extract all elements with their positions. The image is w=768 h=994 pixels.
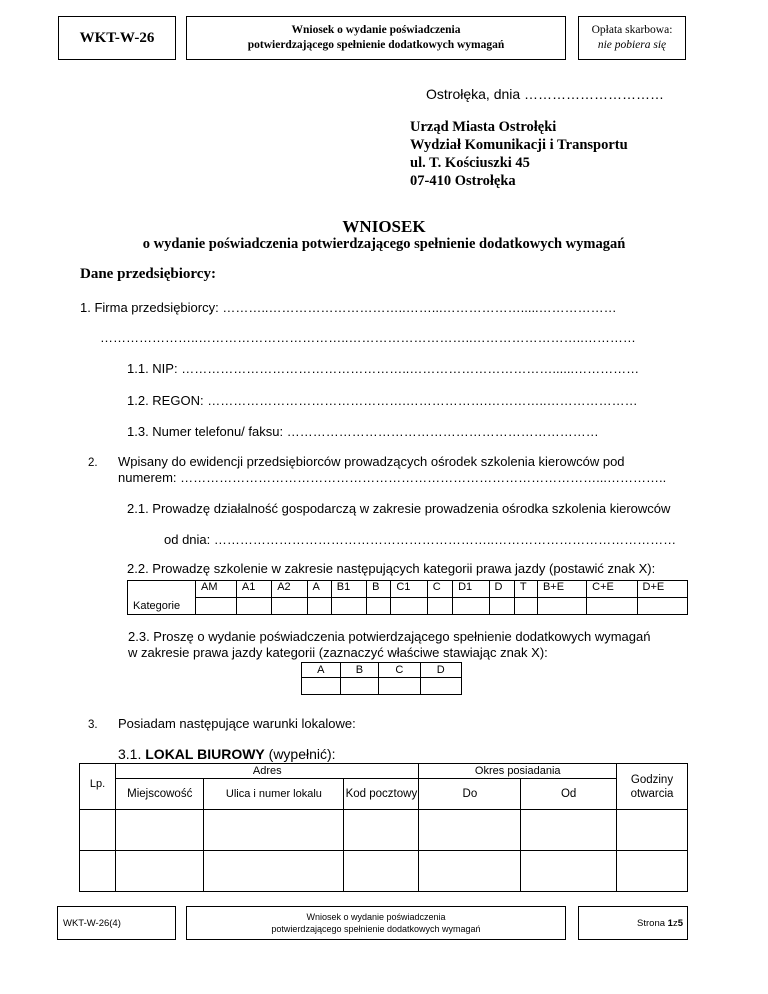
categories-label: Kategorie	[128, 581, 196, 615]
cat-label-a: A	[307, 581, 331, 598]
cell-street[interactable]	[204, 851, 344, 892]
col-from: Od	[521, 779, 617, 810]
item2-line1: Wpisany do ewidencji przedsiębiorców prowadzących ośrodek szkolenia kierowców pod	[118, 454, 625, 469]
cat-label-ce: C+E	[587, 581, 637, 598]
recipient-line1: Urząd Miasta Ostrołęki	[410, 119, 557, 135]
item2-registry-number[interactable]: numerem: ……………………………………………………………………………………...…………..	[118, 470, 667, 485]
col-period: Okres posiadania	[419, 764, 617, 779]
item31-heading	[118, 746, 336, 762]
cat-label-b: B	[367, 581, 391, 598]
cell-to[interactable]	[419, 810, 521, 851]
item22-text: 2.2. Prowadzę szkolenie w zakresie następujących kategorii prawa jazdy (postawić znak X):	[127, 561, 656, 576]
place-date: Ostrołęka, dnia …………………………	[426, 86, 665, 102]
item31-rest: (wypełnić):	[264, 746, 336, 762]
field-regon[interactable]: 1.2. REGON: ……………………………………….……………….…………..…………………	[127, 393, 638, 408]
cat-label-b1: B1	[331, 581, 366, 598]
cell-lp[interactable]	[80, 851, 116, 892]
cat-label-c1: C1	[391, 581, 427, 598]
cat-check-t[interactable]	[514, 598, 537, 615]
item3-text: Posiadam następujące warunki lokalowe:	[118, 716, 356, 731]
cat-check-a2[interactable]	[272, 598, 307, 615]
item21-text: 2.1. Prowadzę działalność gospodarczą w zakresie prowadzenia ośrodka szkolenia kierowców	[127, 501, 671, 516]
fee-label: Opłata skarbowa:	[591, 24, 673, 36]
cat-check-a1[interactable]	[236, 598, 271, 615]
item2-number: 2.	[88, 457, 98, 469]
cat-label-c: C	[427, 581, 452, 598]
cell-lp[interactable]	[80, 810, 116, 851]
col-hours: Godziny otwarcia	[616, 764, 687, 810]
page-number: 1	[667, 917, 673, 929]
cat-check-be[interactable]	[537, 598, 586, 615]
item31-bold: LOKAL BIUROWY	[145, 746, 265, 762]
footer-code-box	[57, 906, 176, 940]
cat-check-b[interactable]	[367, 598, 391, 615]
cat-label-de: D+E	[637, 581, 688, 598]
footer-title-line2: potwierdzającego spełnienie dodatkowych wymagań	[271, 924, 481, 934]
office-table	[79, 763, 688, 892]
footer-title-line1: Wniosek o wydanie poświadczenia	[306, 912, 446, 922]
form-title-line2: potwierdzającego spełnienie dodatkowych wymagań	[247, 39, 505, 51]
cell-city[interactable]	[116, 810, 204, 851]
page-total: 5	[677, 917, 683, 929]
req-label-c: C	[379, 663, 420, 678]
item23-line1: 2.3. Proszę o wydanie poświadczenia potwierdzającego spełnienie dodatkowych wymagań	[128, 629, 651, 644]
office-header-row2	[80, 779, 688, 810]
requested-checkbox-row	[302, 678, 462, 695]
form-title-line1: Wniosek o wydanie poświadczenia	[291, 24, 461, 36]
item31-number: 3.1.	[118, 746, 142, 762]
cell-from[interactable]	[521, 810, 617, 851]
col-lp: Lp.	[80, 764, 116, 810]
cell-to[interactable]	[419, 851, 521, 892]
cat-label-be: B+E	[537, 581, 586, 598]
cat-label-am: AM	[196, 581, 237, 598]
requested-categories-row	[302, 663, 462, 678]
categories-row	[128, 581, 688, 598]
cat-label-a2: A2	[272, 581, 307, 598]
form-code: WKT-W-26	[79, 29, 155, 46]
recipient-line3: ul. T. Kościuszki 45	[410, 155, 530, 171]
cell-postal[interactable]	[344, 810, 419, 851]
req-label-b: B	[340, 663, 379, 678]
document-title: WNIOSEK	[342, 217, 426, 236]
cat-check-de[interactable]	[637, 598, 688, 615]
item23-line2: w zakresie prawa jazdy kategorii (zaznaczyć właściwe stawiając znak X):	[128, 645, 548, 660]
cell-hours[interactable]	[616, 851, 687, 892]
cat-label-d: D	[489, 581, 514, 598]
field-company-name[interactable]: 1. Firma przedsiębiorcy: ………..…………………………..……...……………….....………………	[80, 300, 617, 315]
req-label-a: A	[302, 663, 341, 678]
col-street: Ulica i numer lokalu	[204, 779, 344, 810]
footer-title-box	[186, 906, 566, 940]
cat-check-c[interactable]	[427, 598, 452, 615]
office-row	[80, 851, 688, 892]
footer-code: WKT-W-26(4)	[63, 917, 121, 929]
item3-number: 3.	[88, 719, 98, 731]
cat-check-ce[interactable]	[587, 598, 637, 615]
cat-label-d1: D1	[453, 581, 489, 598]
cat-check-c1[interactable]	[391, 598, 427, 615]
cell-hours[interactable]	[616, 810, 687, 851]
item21-date[interactable]: od dnia: ………………………………………………………..……………………………………	[164, 532, 677, 547]
page-prefix: Strona	[637, 917, 666, 929]
req-check-c[interactable]	[379, 678, 420, 695]
recipient-line2: Wydział Komunikacji i Transportu	[410, 137, 628, 153]
page-mid: z	[672, 917, 678, 929]
fee-box	[578, 16, 686, 60]
office-header-row1	[80, 764, 688, 779]
section-heading: Dane przedsiębiorcy:	[80, 266, 216, 282]
req-check-d[interactable]	[420, 678, 461, 695]
categories-checkbox-row	[128, 598, 688, 615]
cat-check-a[interactable]	[307, 598, 331, 615]
footer-page-box	[578, 906, 688, 940]
cat-label-t: T	[514, 581, 537, 598]
field-phone-fax[interactable]: 1.3. Numer telefonu/ faksu: ………………………………………………………………	[127, 424, 599, 439]
cell-street[interactable]	[204, 810, 344, 851]
col-postal: Kod pocztowy	[344, 779, 419, 810]
document-subtitle: o wydanie poświadczenia potwierdzającego spełnienie dodatkowych wymagań	[142, 236, 626, 252]
form-title-box	[186, 16, 566, 60]
cat-check-am[interactable]	[196, 598, 237, 615]
field-company-name-cont[interactable]: …………………..……………………………..………………………..……………………..…………	[100, 330, 636, 345]
categories-table	[127, 580, 688, 615]
fee-value: nie pobiera się	[597, 39, 667, 51]
cat-check-d1[interactable]	[453, 598, 489, 615]
col-to: Do	[419, 779, 521, 810]
cell-city[interactable]	[116, 851, 204, 892]
cell-postal[interactable]	[344, 851, 419, 892]
col-address: Adres	[116, 764, 419, 779]
req-label-d: D	[420, 663, 461, 678]
office-row	[80, 810, 688, 851]
recipient-address	[410, 118, 628, 190]
cell-from[interactable]	[521, 851, 617, 892]
requested-categories-table	[301, 662, 462, 695]
req-check-b[interactable]	[340, 678, 379, 695]
req-check-a[interactable]	[302, 678, 341, 695]
form-code-box	[58, 16, 176, 60]
cat-check-b1[interactable]	[331, 598, 366, 615]
cat-label-a1: A1	[236, 581, 271, 598]
recipient-line4: 07-410 Ostrołęka	[410, 173, 516, 189]
cat-check-d[interactable]	[489, 598, 514, 615]
field-nip[interactable]: 1.1. NIP: ……………………………………………..……………………………......……………	[127, 361, 640, 376]
col-city: Miejscowość	[116, 779, 204, 810]
